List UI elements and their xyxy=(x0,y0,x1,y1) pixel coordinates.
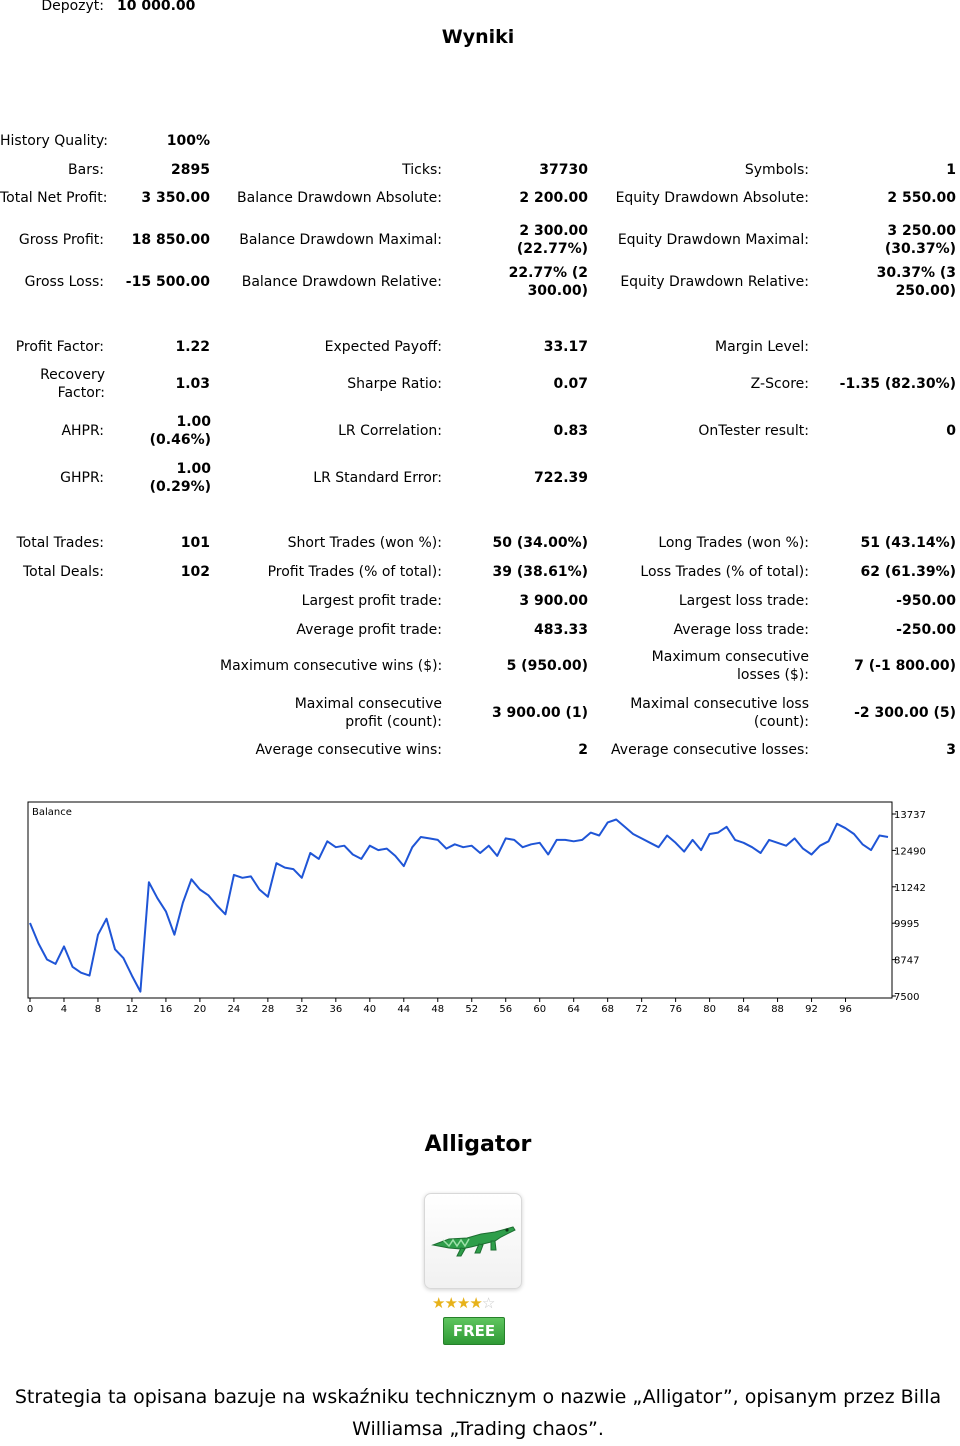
z-score-label: Z-Score: xyxy=(750,376,809,392)
profit-trades-value: 39 (38.61%) xyxy=(492,564,588,580)
ahpr-label: AHPR: xyxy=(61,423,104,439)
lr-correlation-label: LR Correlation: xyxy=(338,423,442,439)
alligator-icon xyxy=(425,1194,521,1288)
gross-loss-label: Gross Loss: xyxy=(24,274,104,290)
x-tick-label: 20 xyxy=(193,1004,207,1015)
total-trades-value: 101 xyxy=(180,535,210,551)
x-tick-label: 80 xyxy=(703,1004,716,1015)
sharpe-ratio-value: 0.07 xyxy=(553,376,588,392)
balance-dd-maximal-label: Balance Drawdown Maximal: xyxy=(239,232,442,248)
maximal-consecutive-profit-value: 3 900.00 (1) xyxy=(491,705,588,721)
x-tick-label: 56 xyxy=(499,1004,513,1015)
x-tick-label: 92 xyxy=(805,1004,818,1015)
chart-legend-balance: Balance xyxy=(32,807,72,818)
lr-standard-error-value: 722.39 xyxy=(533,470,588,486)
average-consecutive-wins-label: Average consecutive wins: xyxy=(255,742,442,758)
total-trades-label: Total Trades: xyxy=(16,535,104,551)
bars-label: Bars: xyxy=(68,162,104,178)
y-tick-label: 8747 xyxy=(894,955,920,967)
max-consecutive-wins-value: 5 (950.00) xyxy=(506,658,588,674)
gross-profit-label: Gross Profit: xyxy=(18,232,104,248)
description-line-2: Williamsa „Trading chaos”. xyxy=(352,1418,604,1440)
history-quality-value: 100% xyxy=(166,133,210,149)
average-consecutive-losses-label: Average consecutive losses: xyxy=(611,742,809,758)
equity-dd-maximal-label: Equity Drawdown Maximal: xyxy=(617,232,809,248)
expected-payoff-value: 33.17 xyxy=(543,339,588,355)
max-consecutive-wins-label: Maximum consecutive wins ($): xyxy=(220,658,443,674)
short-trades-label: Short Trades (won %): xyxy=(287,535,442,551)
maximal-consecutive-loss-value: -2 300.00 (5) xyxy=(854,705,956,721)
equity-dd-absolute-value: 2 550.00 xyxy=(887,190,956,206)
ontester-result-value: 0 xyxy=(946,423,956,439)
largest-profit-trade-value: 3 900.00 xyxy=(519,593,588,609)
x-tick-label: 64 xyxy=(567,1004,581,1015)
recovery-factor-value: 1.03 xyxy=(175,376,210,392)
long-trades-label: Long Trades (won %): xyxy=(658,535,809,551)
balance-chart xyxy=(26,800,960,1016)
profit-factor-label: Profit Factor: xyxy=(15,339,104,355)
ticks-label: Ticks: xyxy=(402,162,442,178)
balance-dd-absolute-value: 2 200.00 xyxy=(519,190,588,206)
total-deals-value: 102 xyxy=(180,564,210,580)
deposit-label: Depozyt: xyxy=(41,0,104,14)
total-deals-label: Total Deals: xyxy=(22,564,104,580)
x-tick-label: 12 xyxy=(125,1004,139,1015)
x-tick-label: 8 xyxy=(94,1004,102,1015)
x-tick-label: 24 xyxy=(227,1004,241,1015)
profit-factor-value: 1.22 xyxy=(175,339,210,355)
star-empty-icon: ☆ xyxy=(481,1294,495,1312)
equity-dd-relative-value: 30.37% (3 250.00) xyxy=(876,265,956,299)
maximal-consecutive-loss-label: Maximal consecutive loss (count): xyxy=(630,696,809,730)
description-line-1: Strategia ta opisana bazuje na wskaźniku technicznym o nazwie „Alligator”, opisanym przez Billa xyxy=(14,1386,942,1408)
recovery-factor-label: Recovery Factor: xyxy=(40,367,105,401)
gross-profit-value: 18 850.00 xyxy=(131,232,210,248)
x-tick-label: 44 xyxy=(397,1004,411,1015)
star-icon: ★ xyxy=(432,1294,445,1312)
expected-payoff-label: Expected Payoff: xyxy=(324,339,442,355)
half-star-icon: ★ xyxy=(469,1294,482,1312)
equity-dd-maximal-value: 3 250.00 (30.37%) xyxy=(884,223,956,257)
x-tick-label: 48 xyxy=(431,1004,445,1015)
x-tick-label: 16 xyxy=(159,1004,173,1015)
x-tick-label: 60 xyxy=(533,1004,547,1015)
y-tick-label: 11242 xyxy=(894,882,926,894)
gross-loss-value: -15 500.00 xyxy=(125,274,210,290)
ghpr-label: GHPR: xyxy=(60,470,104,486)
max-consecutive-losses-value: 7 (-1 800.00) xyxy=(854,658,956,674)
balance-dd-maximal-value: 2 300.00 (22.77%) xyxy=(516,223,588,257)
largest-loss-trade-value: -950.00 xyxy=(896,593,956,609)
z-score-value: -1.35 (82.30%) xyxy=(839,376,956,392)
average-loss-trade-value: -250.00 xyxy=(896,622,956,638)
bars-value: 2895 xyxy=(171,162,210,178)
margin-level-label: Margin Level: xyxy=(715,339,809,355)
total-net-profit-label: Total Net Profit: xyxy=(0,190,108,206)
chart-background xyxy=(26,800,960,1016)
free-badge[interactable]: FREE xyxy=(443,1317,505,1345)
long-trades-value: 51 (43.14%) xyxy=(860,535,956,551)
x-tick-label: 28 xyxy=(261,1004,275,1015)
largest-profit-trade-label: Largest profit trade: xyxy=(301,593,442,609)
equity-dd-absolute-label: Equity Drawdown Absolute: xyxy=(615,190,809,206)
star-icon: ★ xyxy=(456,1294,470,1312)
average-consecutive-wins-value: 2 xyxy=(578,742,588,758)
x-tick-label: 40 xyxy=(363,1004,377,1015)
symbols-value: 1 xyxy=(946,162,956,178)
page-title: Wyniki xyxy=(441,26,515,48)
balance-dd-absolute-label: Balance Drawdown Absolute: xyxy=(237,190,442,206)
total-net-profit-value: 3 350.00 xyxy=(141,190,210,206)
ghpr-value: 1.00 (0.29%) xyxy=(149,461,211,495)
x-tick-label: 32 xyxy=(295,1004,309,1015)
y-tick-label: 7500 xyxy=(894,992,920,1003)
x-tick-label: 72 xyxy=(635,1004,649,1015)
average-loss-trade-label: Average loss trade: xyxy=(673,622,809,638)
loss-trades-value: 62 (61.39%) xyxy=(860,564,956,580)
x-tick-label: 52 xyxy=(465,1004,479,1015)
y-tick-label: 12490 xyxy=(894,846,926,858)
product-title: Alligator xyxy=(424,1132,532,1157)
y-tick-label: 9995 xyxy=(894,919,920,931)
largest-loss-trade-label: Largest loss trade: xyxy=(678,593,809,609)
symbols-label: Symbols: xyxy=(744,162,809,178)
product-icon-card[interactable] xyxy=(424,1193,522,1289)
ontester-result-label: OnTester result: xyxy=(698,423,809,439)
lr-standard-error-label: LR Standard Error: xyxy=(313,470,442,486)
maximal-consecutive-profit-label: Maximal consecutive profit (count): xyxy=(294,696,442,730)
balance-dd-relative-label: Balance Drawdown Relative: xyxy=(241,274,442,290)
x-tick-label: 96 xyxy=(839,1004,852,1015)
loss-trades-label: Loss Trades (% of total): xyxy=(640,564,809,580)
average-profit-trade-label: Average profit trade: xyxy=(296,622,442,638)
rating-stars xyxy=(432,1294,494,1312)
x-tick-label: 4 xyxy=(60,1004,68,1015)
x-tick-label: 36 xyxy=(329,1004,343,1015)
average-profit-trade-value: 483.33 xyxy=(533,622,588,638)
profit-trades-label: Profit Trades (% of total): xyxy=(267,564,442,580)
x-tick-label: 84 xyxy=(737,1004,750,1015)
balance-dd-relative-value: 22.77% (2 300.00) xyxy=(508,265,588,299)
x-tick-label: 88 xyxy=(771,1004,784,1015)
max-consecutive-losses-label: Maximum consecutive losses ($): xyxy=(651,649,809,683)
star-icon: ★ xyxy=(444,1294,457,1312)
y-tick-label: 13737 xyxy=(894,810,926,821)
x-tick-label: 68 xyxy=(601,1004,615,1015)
balance-chart-svg xyxy=(26,800,960,1016)
equity-dd-relative-label: Equity Drawdown Relative: xyxy=(620,274,809,290)
sharpe-ratio-label: Sharpe Ratio: xyxy=(347,376,442,392)
x-tick-label: 0 xyxy=(26,1004,34,1015)
ticks-value: 37730 xyxy=(539,162,588,178)
average-consecutive-losses-value: 3 xyxy=(946,742,956,758)
lr-correlation-value: 0.83 xyxy=(553,423,588,439)
deposit-value: 10 000.00 xyxy=(117,0,196,14)
history-quality-label: History Quality: xyxy=(0,133,108,149)
short-trades-value: 50 (34.00%) xyxy=(492,535,588,551)
ahpr-value: 1.00 (0.46%) xyxy=(149,414,211,448)
x-tick-label: 76 xyxy=(669,1004,682,1015)
